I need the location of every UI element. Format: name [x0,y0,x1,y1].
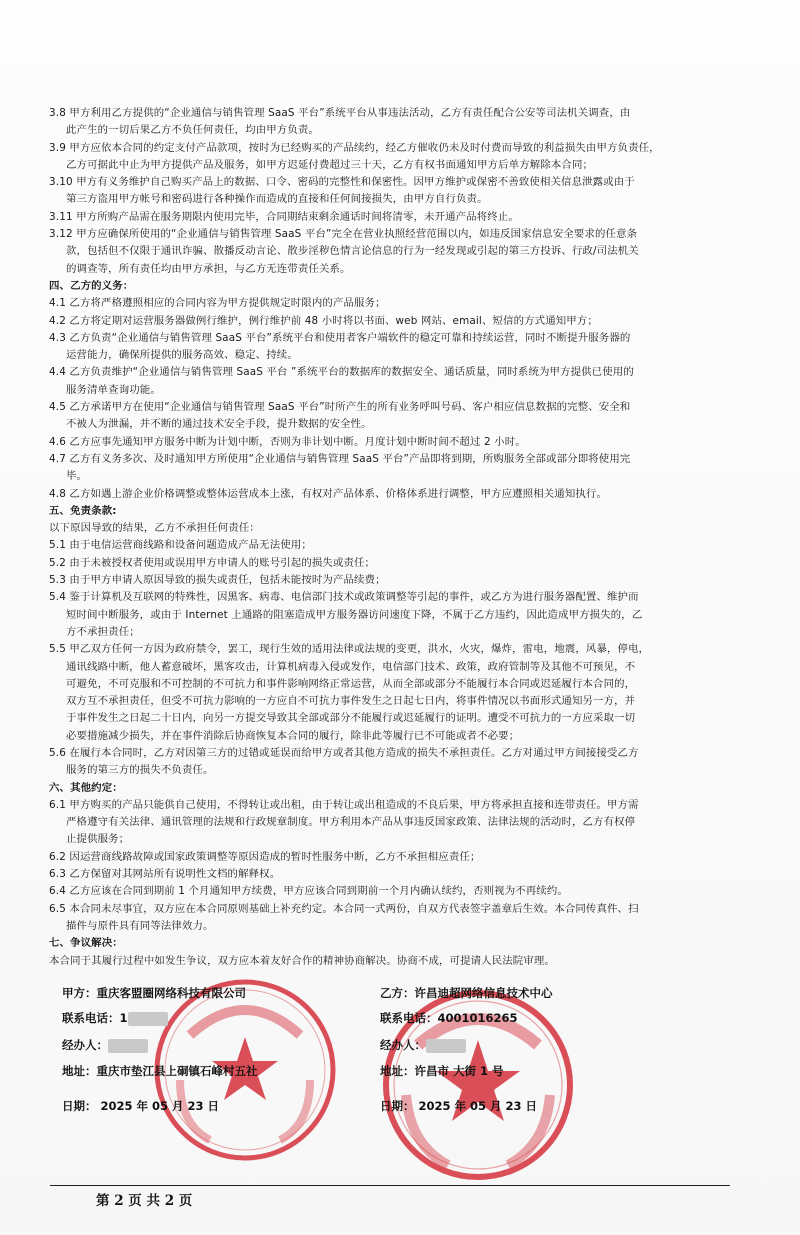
text-line: 4.3 乙方负责“企业通信与销售管理 SaaS 平台”系统平台和使用者客户端软件的稳定可靠和持续运营，同时不断提升服务器的 [49,331,631,344]
text-line: 4.6 乙方应事先通知甲方服务中断为计划中断，否则为非计划中断。月度计划中断时间不超过 2 小时。 [49,435,526,448]
party-a-agent: 经办人： [62,1038,108,1052]
text-line: 运营能力，确保所提供的服务高效、稳定、持续。 [66,349,298,362]
clause-3-10 [49,174,767,209]
footer-divider [50,1185,730,1186]
text-line: 3.10 甲方有义务维护自己购买产品上的数据、口令、密码的完整性和保密性。因甲方维护或保密不善致使相关信息泄露或由于 [49,176,635,189]
text-line: 5.2 由于未被授权者使用或误用甲方申请人的账号引起的损失或责任； [49,556,376,569]
clause-4-2 [49,313,767,330]
contract-body [49,105,767,970]
text-line: 此产生的一切后果乙方不负任何责任，均由甲方负责。 [66,124,319,137]
text-line: 3.8 甲方利用乙方提供的“企业通信与销售管理 SaaS 平台”系统平台从事违法活动，乙方有责任配合公安等司法机关调查，由 [49,107,631,119]
text-line: 4.8 乙方如遇上游企业价格调整或整体运营成本上涨，有权对产品体系、价格体系进行调整，甲方应遵照相关通知执行。 [49,487,607,500]
text-line: 款，包括但不仅限于通讯诈骗、散播反动言论、散步淫秽色情言论信息的行为一经发现或引起的第三方投诉、行政/司法机关 [66,245,639,258]
party-b-phone: 联系电话：4001016265 [380,1011,518,1025]
text-line: 第三方盗用甲方帐号和密码进行各种操作而造成的直接和任何间接损失，由甲方自行负责。 [66,193,488,206]
redaction-mask [426,1039,466,1053]
text-line: 6.2 因运营商线路故障或国家政策调整等原因造成的暂时性服务中断，乙方不承担相应责任； [49,850,481,863]
party-a-agent-row [62,1037,148,1053]
text-line: 5.3 由于甲方申请人原因导致的损失或责任，包括未能按时为产品续费； [49,574,386,587]
text-line: 5.6 在履行本合同时，乙方对因第三方的过错或延误而给甲方或者其他方造成的损失不承担责任。乙方对通过甲方间接接受乙方 [49,746,639,759]
redaction-mask [128,1012,168,1026]
text-line: 服务的第三方的损失不负责任。 [66,764,214,777]
party-a-phone-row [62,1010,168,1026]
party-a-phone: 联系电话：1 [62,1011,128,1025]
clause-6-5 [49,901,767,936]
text-line: 3.9 甲方应依本合同的约定支付产品款项，按时为已经购买的产品续约，经乙方催收仍未及时付费而导致的利益损失由甲方负责任， [49,141,660,154]
text-line: 必要措施减少损失，并在事件消除后协商恢复本合同的履行，除非此等履行已不可能或者不必要； [66,729,520,742]
text-line: 3.11 甲方所购产品需在服务期限内使用完毕，合同期结束剩余通话时间将清零，未开通产品将终止。 [49,210,519,223]
party-b-date: 日期： 2025 年 05 月 23 日 [380,1099,538,1113]
clause-5-2 [49,555,767,572]
text-line: 6.1 甲方购买的产品只能供自己使用，不得转让或出租，由于转让或出租造成的不良后果，甲方将承担直接和连带责任。甲方需 [49,798,639,811]
clause-5-5 [49,641,767,745]
section-7-text: 本合同于其履行过程中如发生争议，双方应本着友好合作的精神协商解决。协商不成，可提请人民法院审理。 [49,954,555,967]
clause-4-8 [49,486,767,503]
text-line: 服务清单查询功能。 [66,383,161,396]
clause-6-2 [49,849,767,866]
text-line: 4.5 乙方承诺甲方在使用“企业通信与销售管理 SaaS 平台”时所产生的所有业务呼叫号码、客户相应信息数据的完整、安全和 [49,401,631,414]
text-line: 4.2 乙方将定期对运营服务器做例行维护，例行维护前 48 小时将以书面、web 网站、email、短信的方式通知甲方； [49,314,598,327]
text-line: 3.12 甲方应确保所使用的“企业通信与销售管理 SaaS 平台”完全在营业执照经营范围以内，如违反国家信息安全要求的任意条 [49,228,638,241]
text-line: 4.7 乙方有义务多次、及时通知甲方所使用“企业通信与销售管理 SaaS 平台”产品即将到期，所购服务全部或部分即将使用完 [49,452,631,465]
text-line: 4.1 乙方将严格遵照相应的合同内容为甲方提供规定时限内的产品服务； [49,297,386,310]
party-b-name: 乙方：许昌迪超网络信息技术中心 [380,986,553,1000]
text-line: 4.4 乙方负责维护“企业通信与销售管理 SaaS 平台 ”系统平台的数据库的数据安全、通话质量，同时系统为甲方提供已使用的 [49,366,634,379]
clause-4-3 [49,330,767,365]
clause-4-1 [49,295,767,312]
text-line: 5.4 鉴于计算机及互联网的特殊性，因黑客、病毒、电信部门技术或政策调整等引起的事件，或乙方为进行服务器配置、维护而 [49,591,639,604]
text-line: 短时间中断服务，或由于 Internet 上通路的阻塞造成甲方服务器访问速度下降，不属于乙方违约，因此造成甲方损失的，乙 [66,608,643,621]
clause-3-9 [49,140,767,175]
clause-4-5 [49,399,767,434]
clause-4-6 [49,434,767,451]
text-line: 5.5 甲乙双方任何一方因为政府禁令，罢工，现行生效的适用法律或法规的变更，洪水，火灾，爆炸，雷电，地震，风暴，停电， [49,643,650,656]
text-line: 可避免，不可克服和不可控制的不可抗力和事件影响网络正常运营，从而全部或部分不能履行本合同或迟延履行本合同的， [66,677,636,690]
clause-5-3 [49,572,767,589]
section-7-title: 七、争议解决： [49,937,123,950]
clause-3-8 [49,105,767,140]
party-b-agent: 经办人： [380,1038,426,1052]
text-line: 5.1 由于电信运营商线路和设备问题造成产品无法使用； [49,539,312,552]
party-b-address: 地址：许昌市 大街 1 号 [380,1064,504,1078]
text-line: 乙方可据此中止为甲方提供产品及服务，如甲方迟延付费超过三十天，乙方有权书面通知甲方后单方解除本合同； [66,158,594,171]
section-4-title: 四、乙方的义务： [49,279,134,292]
clause-5-1 [49,537,767,554]
text-line: 不被人为泄漏，并不断的通过技术安全手段，提升数据的安全性。 [66,418,372,431]
redaction-mask [108,1039,148,1053]
party-a-date: 日期： 2025 年 05 月 23 日 [62,1099,220,1113]
text-line: 6.3 乙方保留对其网站所有说明性文档的解释权。 [49,868,281,881]
clause-6-3 [49,866,767,883]
party-a-name: 甲方：重庆客盟圈网络科技有限公司 [62,986,246,1000]
text-line: 于事件发生之日起二十日内，向另一方提交导致其全部或部分不能履行或迟延履行的证明。遭受不可抗力的一方应采取一切 [66,712,636,725]
section-6-title: 六、其他约定： [49,781,123,794]
clause-6-4 [49,883,767,900]
text-line: 6.5 本合同未尽事宜，双方应在本合同原则基础上补充约定。本合同一式两份，自双方代表签字盖章后生效。本合同传真件、扫 [49,902,639,915]
text-line: 止提供服务； [66,833,130,846]
clause-5-6 [49,745,767,780]
text-line: 描件与原件具有同等法律效力。 [66,919,214,932]
clause-3-12 [49,226,767,278]
text-line: 6.4 乙方应该在合同到期前 1 个月通知甲方续费，甲方应该合同到期前一个月内确认续约，否则视为不再续约。 [49,885,568,898]
section-5-intro: 以下原因导致的结果，乙方不承担任何责任： [49,522,260,535]
text-line: 的调查等，所有责任均由甲方承担，与乙方无连带责任关系。 [66,262,351,275]
clause-6-1 [49,797,767,849]
clause-4-7 [49,451,767,486]
text-line: 严格遵守有关法律、通讯管理的法规和行政规章制度。甲方利用本产品从事违反国家政策、法律法规的活动时，乙方有权停 [66,816,636,829]
party-b-agent-row [380,1037,466,1053]
clause-4-4 [49,364,767,399]
text-line: 双方互不承担责任，但受不可抗力影响的一方应自不可抗力事件发生之日起七日内，将事件情况以书面形式通知另一方，并 [66,695,636,708]
clause-3-11 [49,209,767,226]
party-a-address: 地址：重庆市垫江县上硐镇石峰村五社 [62,1064,258,1078]
text-line: 方不承担责任； [66,625,140,638]
page-number: 第 2 页 共 2 页 [96,1193,193,1209]
section-5-title: 五、免责条款: [49,504,117,517]
clause-5-4 [49,589,767,641]
text-line: 通讯线路中断，他人蓄意破坏，黑客攻击，计算机病毒入侵或发作，电信部门技术、政策，政府管制等及其他不可预见，不 [66,660,636,673]
text-line: 毕。 [66,470,88,483]
